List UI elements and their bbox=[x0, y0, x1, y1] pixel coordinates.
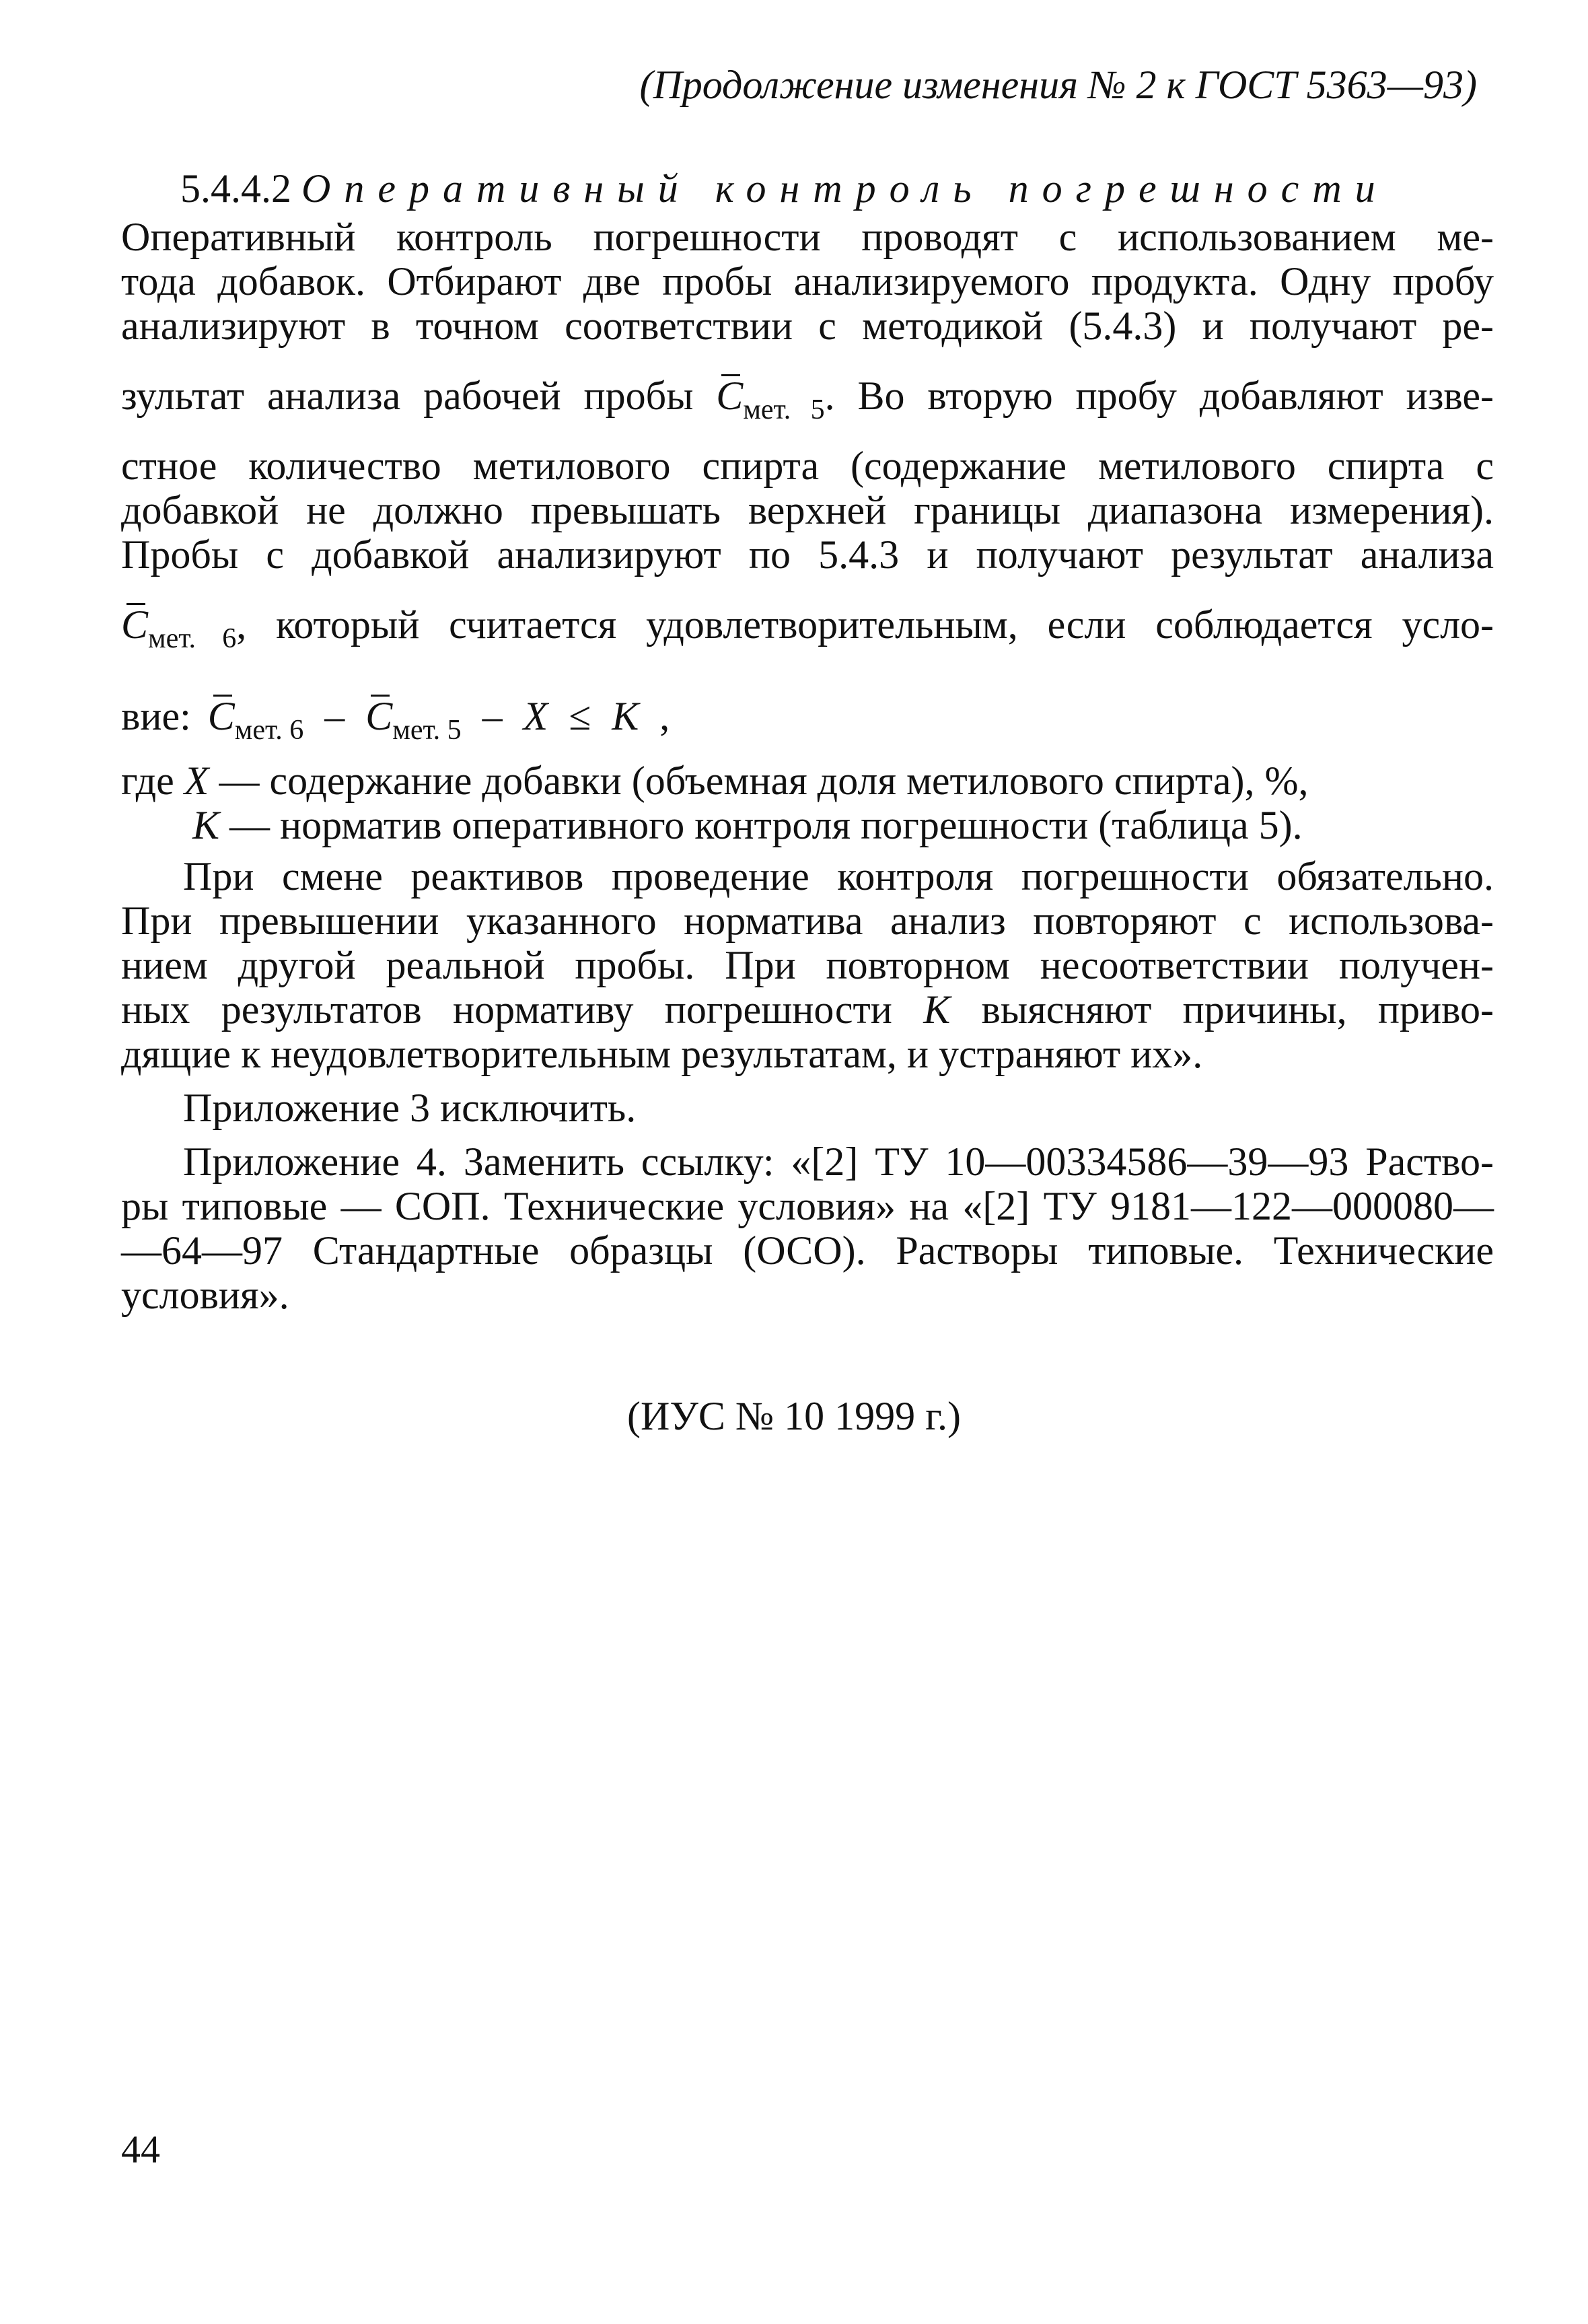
c-bar-letter: C bbox=[365, 692, 392, 740]
where-x-text: — содержание добавки (объемная доля метилового спирта), %, bbox=[219, 759, 1309, 803]
minus-sign: – bbox=[482, 694, 503, 738]
condition-formula bbox=[121, 692, 1494, 745]
para1-line-2: тода добавок. Отбирают две пробы анализируемого продукта. Одну пробу bbox=[121, 259, 1494, 304]
x-symbol: X bbox=[184, 759, 209, 803]
para1-line-6: добавкой не должно превышать верхней границы диапазона измерения). bbox=[121, 488, 1494, 532]
k-symbol: K bbox=[612, 694, 639, 738]
para2-line-4-start: ных результатов нормативу погрешности bbox=[121, 987, 892, 1032]
less-equal-sign: ≤ bbox=[569, 694, 591, 738]
para1-line-5: стное количество метилового спирта (содержание метилового спирта с bbox=[121, 444, 1494, 488]
c-met-5-symbol bbox=[716, 374, 825, 425]
para1-line-4-end: . Во вторую пробу добавляют изве- bbox=[824, 374, 1494, 418]
minus-sign: – bbox=[324, 694, 345, 738]
k-symbol: K bbox=[923, 987, 951, 1032]
c-subscript: мет. 5 bbox=[392, 715, 462, 746]
para1-line-8-end: , который считается удовлетворительным, если соблюдается усло- bbox=[236, 602, 1494, 647]
where-k-line bbox=[192, 801, 1565, 849]
running-head: (Продолжение изменения № 2 к ГОСТ 5363—93) bbox=[639, 63, 1477, 107]
x-symbol: X bbox=[523, 694, 548, 738]
c-subscript: мет. 6 bbox=[148, 623, 237, 654]
para2-line-3: нием другой реальной пробы. При повторном несоответствии получен- bbox=[121, 943, 1494, 987]
k-symbol: K bbox=[192, 803, 220, 847]
para2-line-5: дящие к неудовлетворительным результатам, и устраняют их». bbox=[121, 1032, 1203, 1076]
formula-prefix: вие: bbox=[121, 694, 191, 738]
para1-line-3: анализируют в точном соответствии с методикой (5.4.3) и получают ре- bbox=[121, 304, 1494, 348]
appendix-4-line-2: ры типовые — СОП. Технические условия» на «[2] ТУ 9181—122—000080— bbox=[121, 1184, 1494, 1228]
section-number: 5.4.4.2 bbox=[180, 166, 291, 211]
where-x-line bbox=[121, 756, 1494, 805]
para1-line-1: Оперативный контроль погрешности проводят с использованием ме- bbox=[121, 215, 1494, 259]
para2-line-4-end: выясняют причины, приво- bbox=[981, 987, 1494, 1032]
c-subscript: мет. 6 bbox=[234, 715, 304, 746]
para2-line-2: При превышении указанного норматива анализ повторяют с использова- bbox=[121, 899, 1494, 943]
page-number: 44 bbox=[121, 2127, 160, 2171]
where-k-text: — норматив оперативного контроля погрешности (таблица 5). bbox=[229, 803, 1303, 847]
appendix-3-note: Приложение 3 исключить. bbox=[183, 1086, 637, 1130]
c-subscript: мет. 5 bbox=[743, 394, 825, 425]
c-bar-letter: C bbox=[121, 600, 148, 649]
section-heading bbox=[180, 164, 1553, 213]
where-prefix: где bbox=[121, 759, 174, 803]
para1-line-7: Пробы с добавкой анализируют по 5.4.3 и получают результат анализа bbox=[121, 532, 1494, 577]
section-title: Оперативный контроль погрешности bbox=[301, 166, 1389, 211]
appendix-4-line-3: —64—97 Стандартные образцы (ОСО). Растворы типовые. Технические bbox=[121, 1228, 1494, 1273]
para1-line-4 bbox=[121, 372, 1494, 425]
appendix-4-line-1: Приложение 4. Заменить ссылку: «[2] ТУ 10—00334586—39—93 Раство- bbox=[183, 1139, 1494, 1184]
para2-line-1: При смене реактивов проведение контроля погрешности обязательно. bbox=[183, 854, 1494, 899]
c-bar-letter: C bbox=[208, 692, 235, 740]
para1-line-4-start: зультат анализа рабочей пробы bbox=[121, 374, 694, 418]
formula-comma: , bbox=[659, 694, 670, 738]
para2-line-4 bbox=[121, 985, 1494, 1034]
appendix-4-line-4: условия». bbox=[121, 1273, 289, 1317]
para1-line-8 bbox=[121, 600, 1494, 654]
ius-reference: (ИУС № 10 1999 г.) bbox=[627, 1394, 961, 1438]
c-bar-letter: C bbox=[716, 372, 743, 420]
c-met-6-symbol bbox=[121, 602, 237, 654]
